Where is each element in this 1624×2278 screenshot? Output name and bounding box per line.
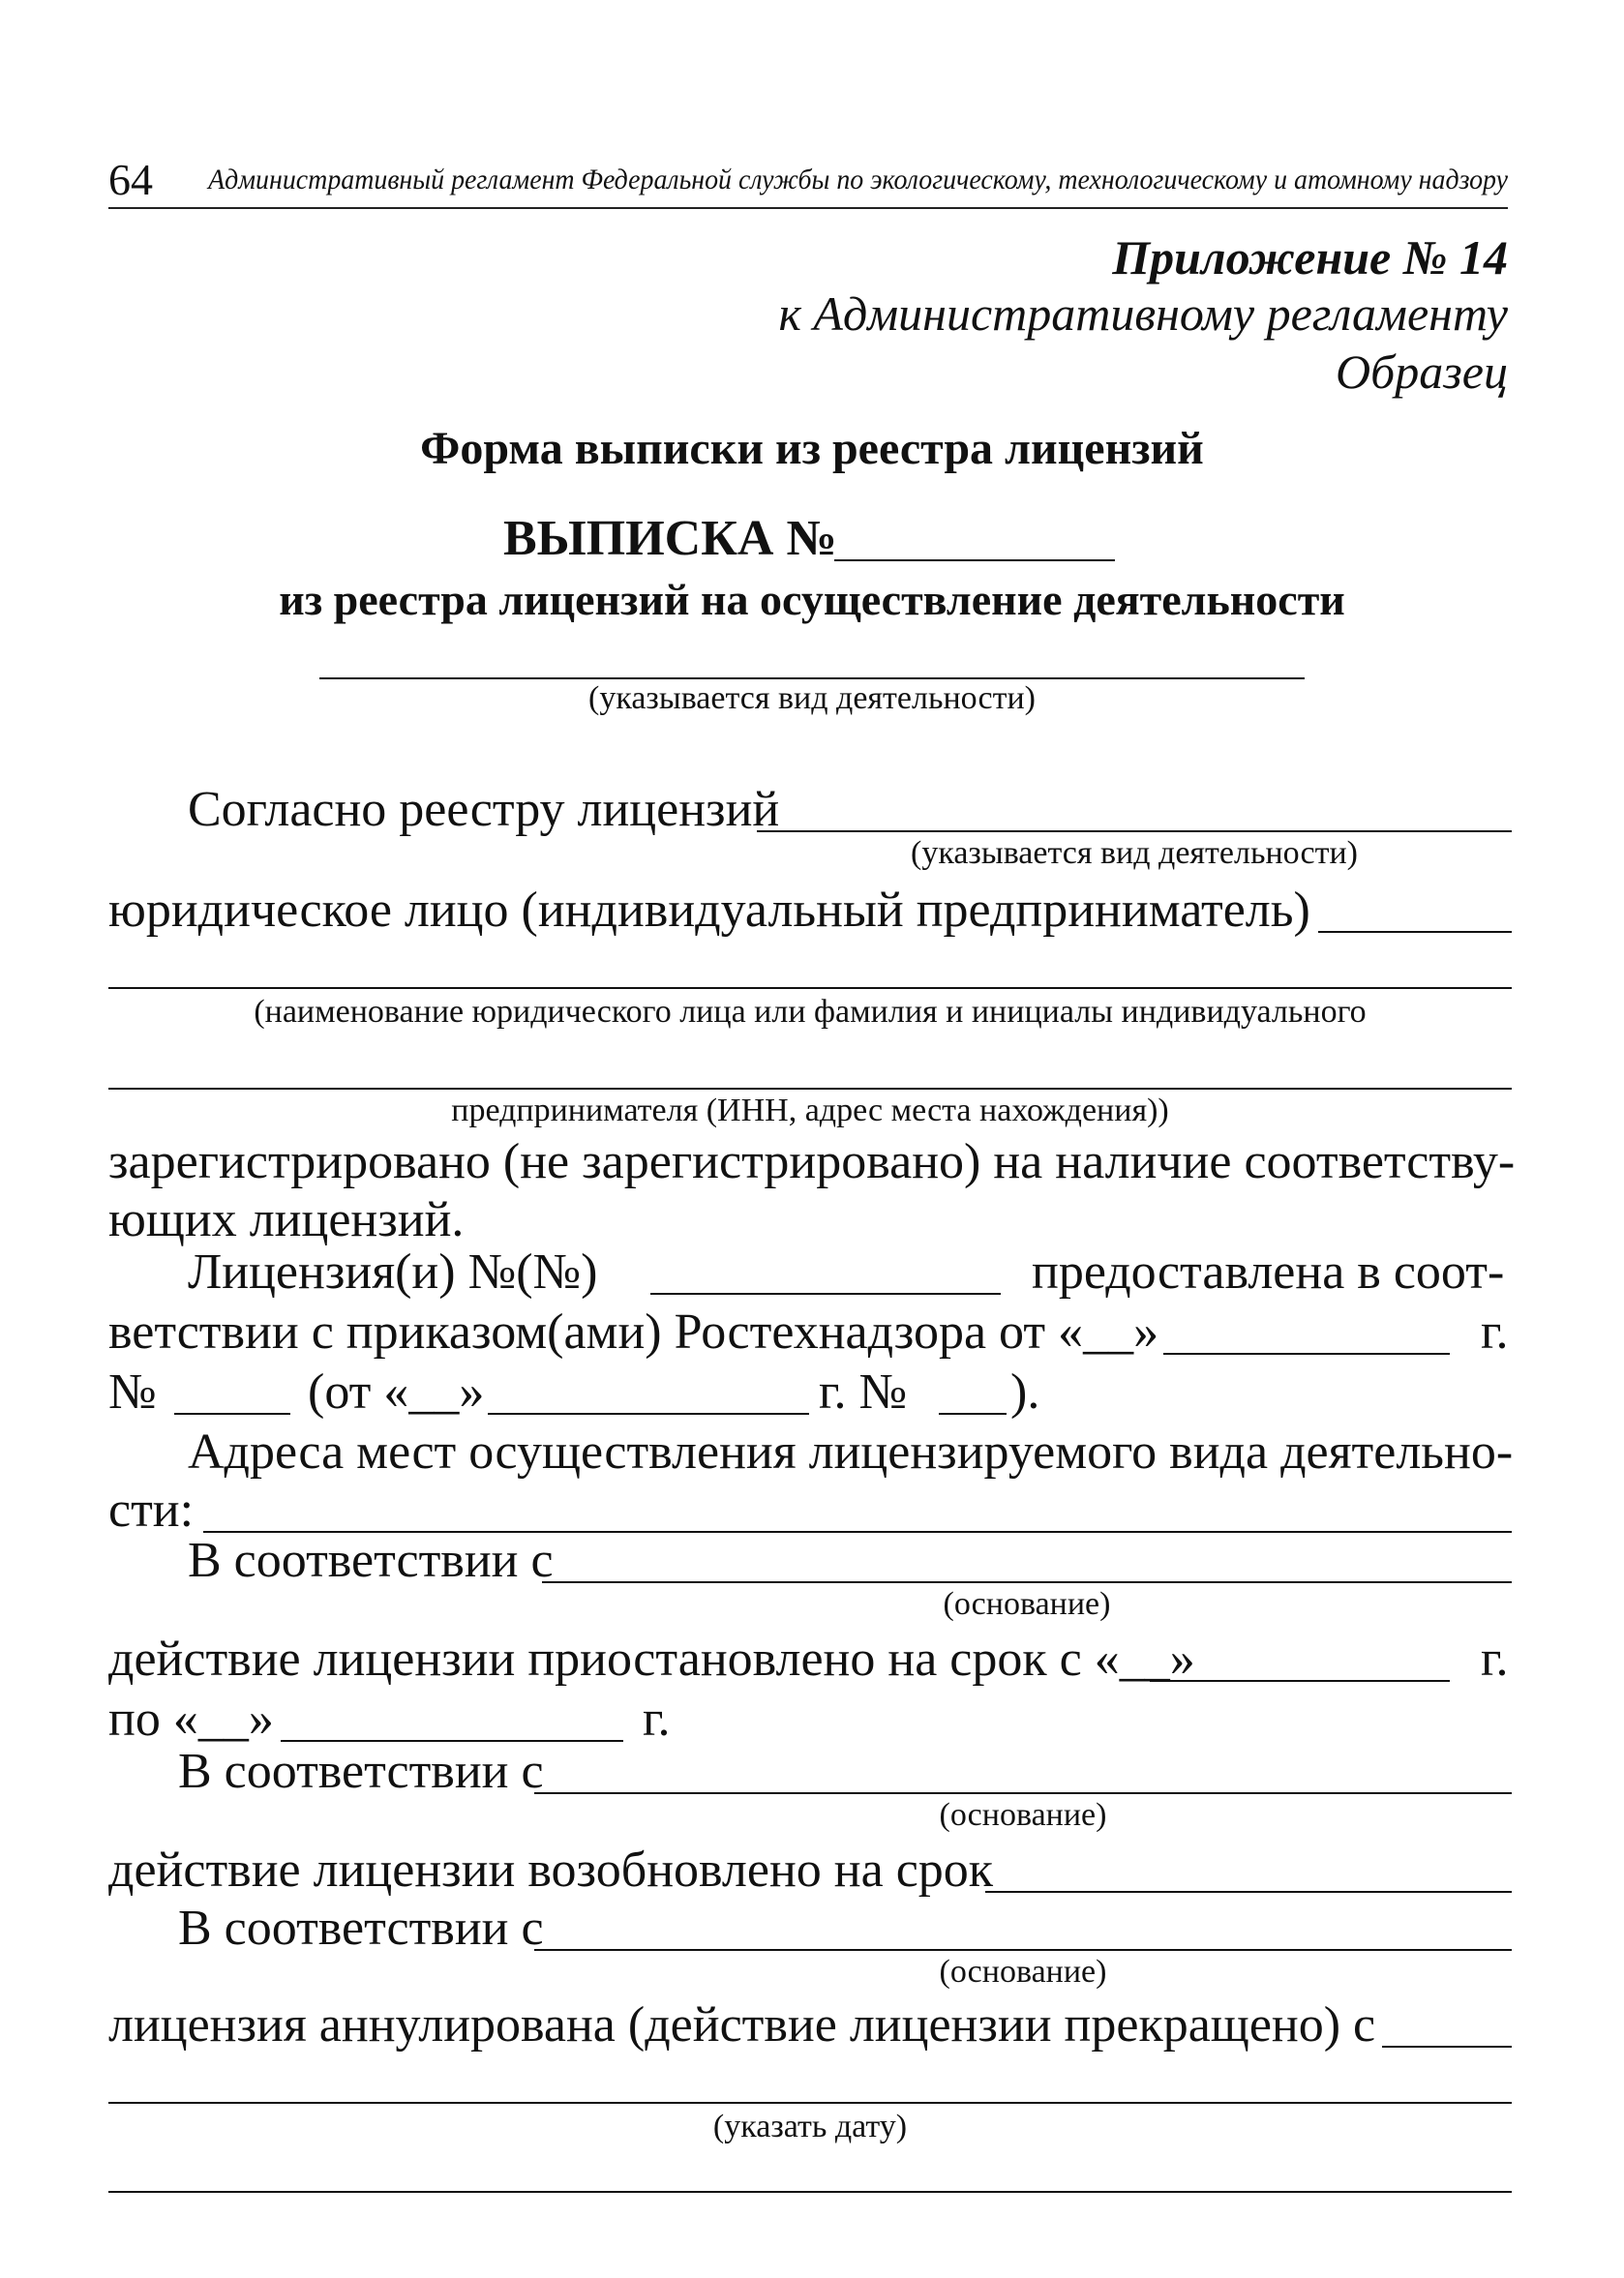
appendix-label: Приложение № 14 bbox=[1112, 230, 1508, 285]
basis-hint-1: (основание) bbox=[943, 1586, 1111, 1622]
page-header bbox=[108, 153, 1508, 209]
order-line: ветствии с приказом(ами) Ростехнадзора от «__» bbox=[108, 1304, 1159, 1360]
suspended-line: действие лицензии приостановлено на срок с «__» bbox=[108, 1632, 1195, 1687]
suspended-to: по «__» bbox=[108, 1692, 274, 1747]
bottom-blank bbox=[108, 2191, 1512, 2193]
basis-hint-2: (основание) bbox=[939, 1797, 1107, 1833]
name-hint-2: предпринимателя (ИНН, адрес места нахождения)) bbox=[451, 1093, 1169, 1128]
extract-heading bbox=[503, 509, 837, 569]
accordance-3: В соответствии с bbox=[178, 1901, 544, 1956]
page-number: 64 bbox=[108, 155, 153, 204]
addresses-line-2: сти: bbox=[108, 1483, 195, 1538]
p1-hint: (указывается вид деятельности) bbox=[911, 835, 1358, 871]
accordance-1: В соответствии с bbox=[188, 1533, 554, 1588]
p1-line2-blank bbox=[1318, 931, 1512, 933]
order-year: г. bbox=[1481, 1304, 1509, 1360]
order-from-date-blank bbox=[488, 1413, 809, 1415]
p1-line2: юридическое лицо (индивидуальный предприниматель) bbox=[108, 883, 1310, 938]
order-close: ). bbox=[1010, 1364, 1040, 1420]
activity-hint: (указывается вид деятельности) bbox=[588, 680, 1036, 716]
name-blank-1 bbox=[108, 987, 1512, 989]
extract-heading-text: ВЫПИСКА № bbox=[503, 511, 837, 566]
license-numbers-label: Лицензия(и) №(№) bbox=[188, 1244, 598, 1300]
name-hint: (наименование юридического лица или фамилия и инициалы индивидуального bbox=[254, 994, 1367, 1030]
form-title: Форма выписки из реестра лицензий bbox=[420, 423, 1204, 474]
basis-hint-3: (основание) bbox=[939, 1954, 1107, 1990]
order-date-blank bbox=[1163, 1353, 1450, 1355]
date-blank bbox=[108, 2102, 1512, 2104]
order-from: (от «__» bbox=[308, 1364, 485, 1420]
annulled-blank bbox=[1382, 2046, 1512, 2048]
resumed-line: действие лицензии возобновлено на срок bbox=[108, 1843, 994, 1898]
order-number-blank bbox=[174, 1413, 290, 1415]
suspended-year: г. bbox=[1481, 1632, 1509, 1687]
registered-line-1: зарегистрировано (не зарегистрировано) на наличие соответству- bbox=[108, 1134, 1516, 1189]
order-year-number: г. № bbox=[819, 1364, 908, 1420]
resumed-blank bbox=[985, 1891, 1512, 1893]
registered-line-2: ющих лицензий. bbox=[108, 1192, 465, 1247]
license-numbers-blank bbox=[650, 1293, 1001, 1295]
p1-start: Согласно реестру лицензий bbox=[188, 782, 780, 837]
appendix-sample: Образец bbox=[1336, 345, 1508, 399]
extract-number-blank bbox=[834, 559, 1115, 561]
suspended-from-blank bbox=[1150, 1680, 1450, 1682]
date-hint: (указать дату) bbox=[712, 2109, 908, 2144]
extract-subheading: из реестра лицензий на осуществление деятельности bbox=[279, 575, 1345, 624]
suspended-to-year: г. bbox=[643, 1692, 671, 1747]
addresses-line-1: Адреса мест осуществления лицензируемого вида деятельно- bbox=[188, 1424, 1514, 1480]
order-number-sign: № bbox=[108, 1364, 157, 1420]
order-no-blank bbox=[939, 1413, 1007, 1415]
annulled-line: лицензия аннулирована (действие лицензии прекращено) с bbox=[108, 1997, 1376, 2053]
accordance-2: В соответствии с bbox=[178, 1744, 544, 1799]
running-title: Административный регламент Федеральной службы по экологическому, технологическому и атомному надзору bbox=[208, 164, 1508, 195]
license-provided: предоставлена в соот- bbox=[1032, 1244, 1505, 1300]
appendix-to: к Административному регламенту bbox=[778, 286, 1508, 341]
